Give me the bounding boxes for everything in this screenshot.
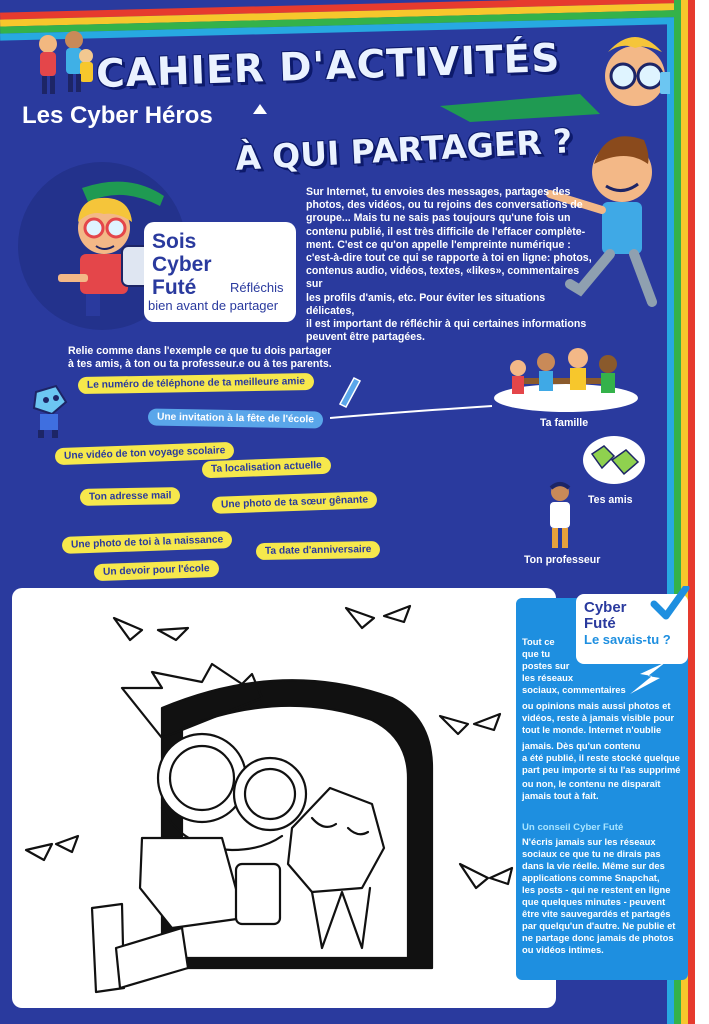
conseil-line: ne partage donc jamais de photos [522, 932, 674, 943]
intro-line: groupe... Mais tu ne sais pas toujours qu'une fois un [306, 212, 571, 225]
savais-line: jamais tout à fait. [522, 790, 599, 801]
item-pill-video[interactable]: Une vidéo de ton voyage scolaire [55, 442, 235, 465]
savais-card-line2: Futé [584, 615, 616, 632]
cyber-card-tag1: Réfléchis [230, 280, 284, 295]
item-pill-phone[interactable]: Le numéro de téléphone de ta meilleure amie [78, 373, 314, 394]
conseil-line: ou vidéos intimes. [522, 944, 604, 955]
savais-line: ou non, le contenu ne disparaît [522, 778, 661, 789]
teacher-illustration [540, 480, 580, 552]
intro-line: les profils d'amis, etc. Pour éviter les situations délicates, [306, 291, 546, 317]
intro-line: contenu publié, il est très difficile de l'effacer complète- [306, 225, 586, 238]
coloring-panel [12, 588, 556, 1008]
item-pill-sister-photo[interactable]: Une photo de ta sœur gênante [212, 491, 378, 514]
item-pill-invitation[interactable]: Une invitation à la fête de l'école [148, 408, 323, 428]
savais-line: tout le monde. Internet n'oublie [522, 724, 662, 735]
conseil-line: applications comme Snapchat, [522, 872, 660, 883]
conseil-line: sociaux ce que tu ne dirais pas [522, 848, 661, 859]
intro-line: c'est-à-dire tout ce qui se rapporte à toi en ligne: photos, [306, 252, 592, 265]
conseil-line: que quelques minutes - peuvent [522, 896, 666, 907]
savais-line: sociaux, commentaires [522, 684, 626, 695]
intro-line: photos, des vidéos, ou tu rejoins des conversations de [306, 199, 583, 212]
checkmark-icon [650, 586, 690, 626]
item-pill-birth-photo[interactable]: Une photo de toi à la naissance [62, 531, 233, 554]
friends-illustration [582, 434, 646, 486]
connection-line [330, 374, 500, 424]
section-heading: À QUI PARTAGER ? [234, 121, 574, 178]
savais-line: part peu importe si tu l'as supprimé [522, 764, 681, 775]
savais-line: les réseaux [522, 672, 574, 683]
savais-line: Tout ce [522, 636, 555, 647]
page-title: CAHIER D'ACTIVITÉS [95, 35, 562, 98]
family-illustration [492, 338, 640, 414]
intro-line: Sur Internet, tu envoies des messages, partages des [306, 186, 571, 198]
intro-line: il est important de réfléchir à qui certaines informations [306, 318, 587, 331]
destination-family[interactable]: Ta famille [540, 417, 589, 429]
savais-line: ou opinions mais aussi photos et [522, 700, 671, 711]
savais-line: vidéos, reste à jamais visible pour [522, 712, 675, 723]
savais-line: jamais. Dès qu'un contenu [522, 740, 641, 751]
lightning-icon [626, 660, 670, 696]
conseil-line: N'écris jamais sur les réseaux [522, 836, 656, 847]
cyber-card-line3: Futé [152, 276, 197, 299]
intro-line: peuvent être partagées. [306, 331, 425, 344]
page-subtitle: Les Cyber Héros [22, 102, 213, 129]
item-pill-homework[interactable]: Un devoir pour l'école [94, 560, 219, 581]
conseil-line: les posts - qui ne restent en ligne [522, 884, 671, 895]
instruction-line: à tes amis, à ton ou ta professeur.e ou à tes parents. [68, 358, 332, 370]
conseil-title: Un conseil Cyber Futé [522, 822, 624, 833]
conseil-line: par quelqu'un d'autre. Ne publie et [522, 920, 676, 931]
item-pill-birthday[interactable]: Ta date d'anniversaire [256, 541, 381, 560]
conseil-line: dans la vie réelle. Même sur des [522, 860, 665, 871]
savais-card-subtitle: Le savais-tu ? [584, 632, 671, 647]
triangle-icon [253, 104, 267, 114]
intro-line: ment. C'est ce qu'on appelle l'empreinte numérique : [306, 238, 571, 251]
savais-card-line1: Cyber [584, 599, 627, 616]
savais-line: a été publié, il reste stocké quelque [522, 752, 680, 763]
cyber-card-tag2: bien avant de partager [148, 298, 279, 313]
cyber-card-line2: Cyber [152, 253, 212, 276]
item-pill-email[interactable]: Ton adresse mail [80, 487, 181, 506]
destination-friends[interactable]: Tes amis [588, 494, 633, 506]
intro-paragraph [306, 186, 594, 344]
item-pill-location[interactable]: Ta localisation actuelle [202, 457, 331, 478]
destination-teacher[interactable]: Ton professeur [524, 554, 601, 566]
conseil-line: être vite sauvegardés et partagés [522, 908, 671, 919]
activity-instruction [68, 345, 368, 371]
right-margin [695, 0, 709, 1024]
instruction-line: Relie comme dans l'exemple ce que tu dois partager [68, 345, 332, 357]
savais-line: que tu [522, 648, 551, 659]
rainbow-vstripe-red [688, 0, 695, 1024]
cyber-card-line1: Sois [152, 230, 197, 253]
savais-line: postes sur [522, 660, 570, 671]
robot-illustration [26, 384, 74, 440]
cyber-fute-card [144, 222, 296, 322]
intro-line: contenus audio, vidéos, textes, «likes», commentaires sur [306, 265, 580, 291]
kids-illustration [28, 20, 100, 100]
coloring-illustration [12, 588, 556, 1008]
